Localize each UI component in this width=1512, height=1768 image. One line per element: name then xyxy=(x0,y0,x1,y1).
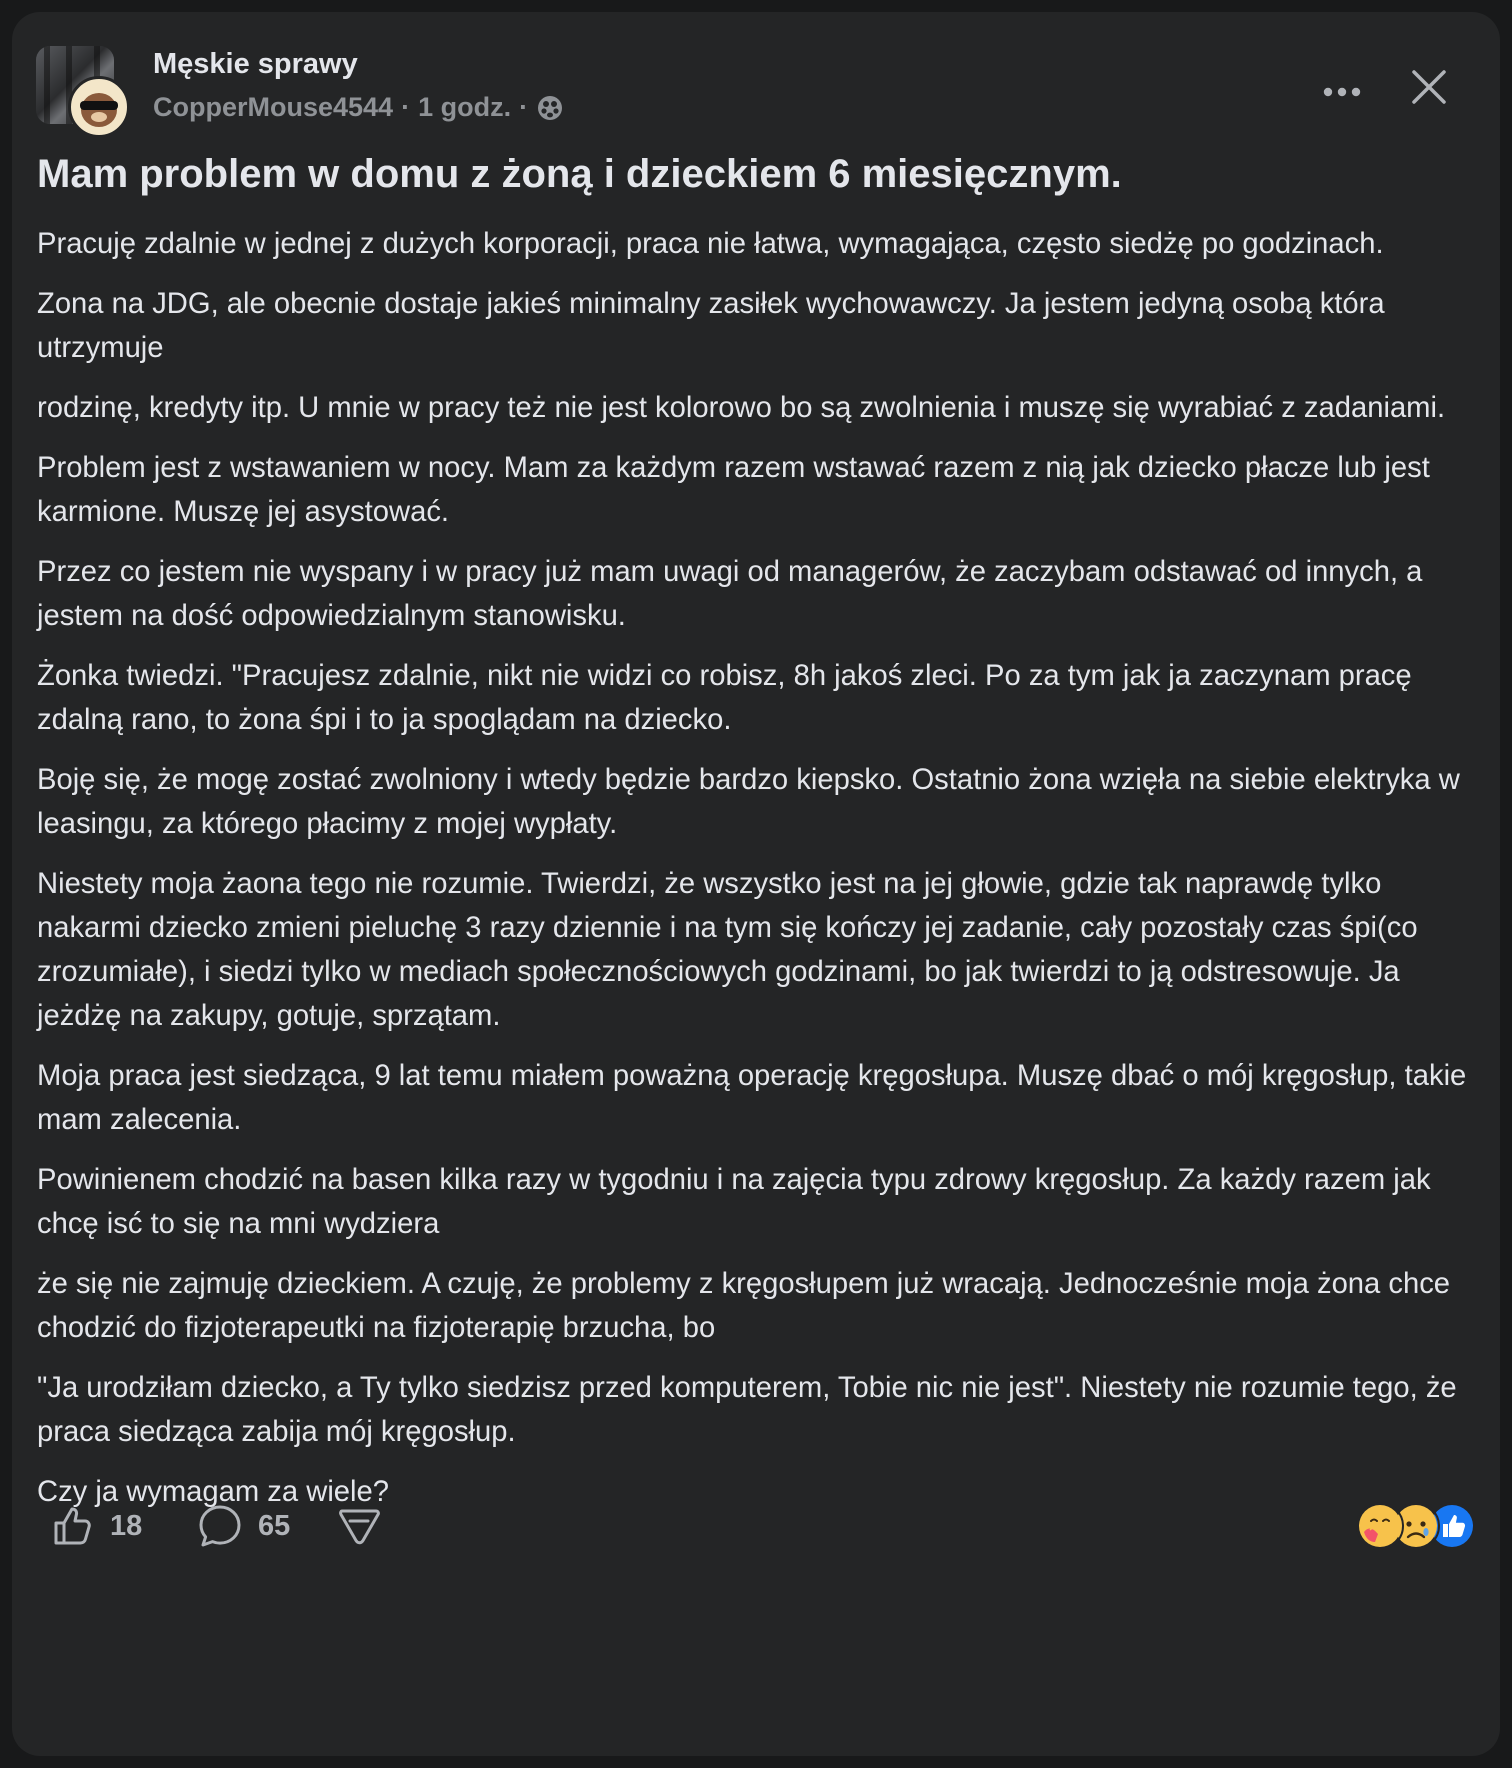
post-body xyxy=(37,222,1485,1530)
care-reaction-icon xyxy=(1356,1502,1404,1550)
globe-icon xyxy=(536,94,564,122)
reactions-summary[interactable] xyxy=(1356,1502,1476,1550)
more-options-button[interactable] xyxy=(1318,72,1366,112)
post-paragraph: Zona na JDG, ale obecnie dostaje jakieś minimalny zasiłek wychowawczy. Ja jestem jedyną osobą która utrzymuje xyxy=(37,288,1385,364)
like-count: 18 xyxy=(110,1509,143,1542)
post-card xyxy=(12,12,1500,1756)
avatar-group[interactable] xyxy=(36,46,132,136)
post-paragraph: Powinienem chodzić na basen kilka razy w tygodniu i na zajęcia typu zdrowy kręgosłup. Za każdy razem jak chcę isć to się na mni wydziera xyxy=(37,1164,1431,1240)
post-paragraph: że się nie zajmuję dzieckiem. A czuję, że problemy z kręgosłupem już wracają. Jednocześnie moja żona chce chodzić do fizjoterapeutki na fizjoterapię brzucha, bo xyxy=(37,1268,1451,1344)
group-name[interactable]: Męskie sprawy xyxy=(153,48,358,80)
post-paragraph: Żonka twiedzi. "Pracujesz zdalnie, nikt nie widzi co robisz, 8h jakoś zleci. Po za tym jak ja zaczynam pracę zdalną rano, to żona śpi i to ja spoglądam na dziecko. xyxy=(37,660,1412,736)
post-time[interactable]: 1 godz. xyxy=(418,92,512,122)
post-paragraph: Niestety moja żaona tego nie rozumie. Twierdzi, że wszystko jest na jej głowie, gdzie tak naprawdę tylko nakarmi dziecko zmieni pieluchę 3 razy dziennie i na tym się kończy jej zadanie, cały pozostały czas śpi(co zrozumiałe), i siedzi tylko w mediach społecznościowych godzinami, bo jak twierdzi to ją odstresowuje. Ja jeżdżę na zakupy, gotuje, sprzątam. xyxy=(37,868,1418,1032)
post-paragraph: Boję się, że mogę zostać zwolniony i wtedy będzie bardzo kiepsko. Ostatnio żona wzięła na siebie elektryka w leasingu, za którego płacimy z mojej wypłaty. xyxy=(37,764,1460,840)
post-header xyxy=(36,36,1476,136)
post-paragraph: "Ja urodziłam dziecko, a Ty tylko siedzisz przed komputerem, Tobie nic nie jest". Niestety nie rozumie tego, że praca siedząca zabija mój kręgosłup. xyxy=(37,1372,1457,1448)
post-paragraph: Czy ja wymagam za wiele? xyxy=(37,1476,389,1508)
post-paragraph: Pracuję zdalnie w jednej z dużych korporacji, praca nie łatwa, wymagająca, często siedżę po godzinach. xyxy=(37,228,1384,260)
meta-separator: · xyxy=(519,92,529,122)
post-footer xyxy=(36,1498,1476,1558)
downvote-icon xyxy=(336,1503,382,1549)
author-name[interactable]: CopperMouse4544 xyxy=(153,92,394,122)
like-button[interactable] xyxy=(50,1498,142,1554)
post-paragraph: Problem jest z wstawaniem w nocy. Mam za każdym razem wstawać razem z nią jak dziecko płacze lub jest karmione. Muszę jej asystować. xyxy=(37,452,1430,528)
comment-button[interactable] xyxy=(196,1498,290,1554)
close-button[interactable] xyxy=(1404,62,1454,112)
comment-icon xyxy=(196,1502,244,1550)
post-title: Mam problem w domu z żoną i dzieckiem 6 miesięcznym. xyxy=(37,152,1122,196)
user-avatar[interactable] xyxy=(68,76,130,138)
post-paragraph: rodzinę, kredyty itp. U mnie w pracy też nie jest kolorowo bo są zwolnienia i muszę się wyrabiać z zadaniami. xyxy=(37,392,1446,424)
downvote-button[interactable] xyxy=(336,1498,382,1554)
comment-count: 65 xyxy=(258,1509,291,1542)
post-paragraph: Moja praca jest siedząca, 9 lat temu miałem poważną operację kręgosłupa. Muszę dbać o mój kręgosłup, takie mam zalecenia. xyxy=(37,1060,1467,1136)
thumbs-up-icon xyxy=(50,1503,96,1549)
meta-separator: · xyxy=(401,92,411,122)
post-paragraph: Przez co jestem nie wyspany i w pracy już mam uwagi od managerów, że zaczybam odstawać od innych, a jestem na dość odpowiedzialnym stanowisku. xyxy=(37,556,1423,632)
post-meta xyxy=(153,92,564,123)
